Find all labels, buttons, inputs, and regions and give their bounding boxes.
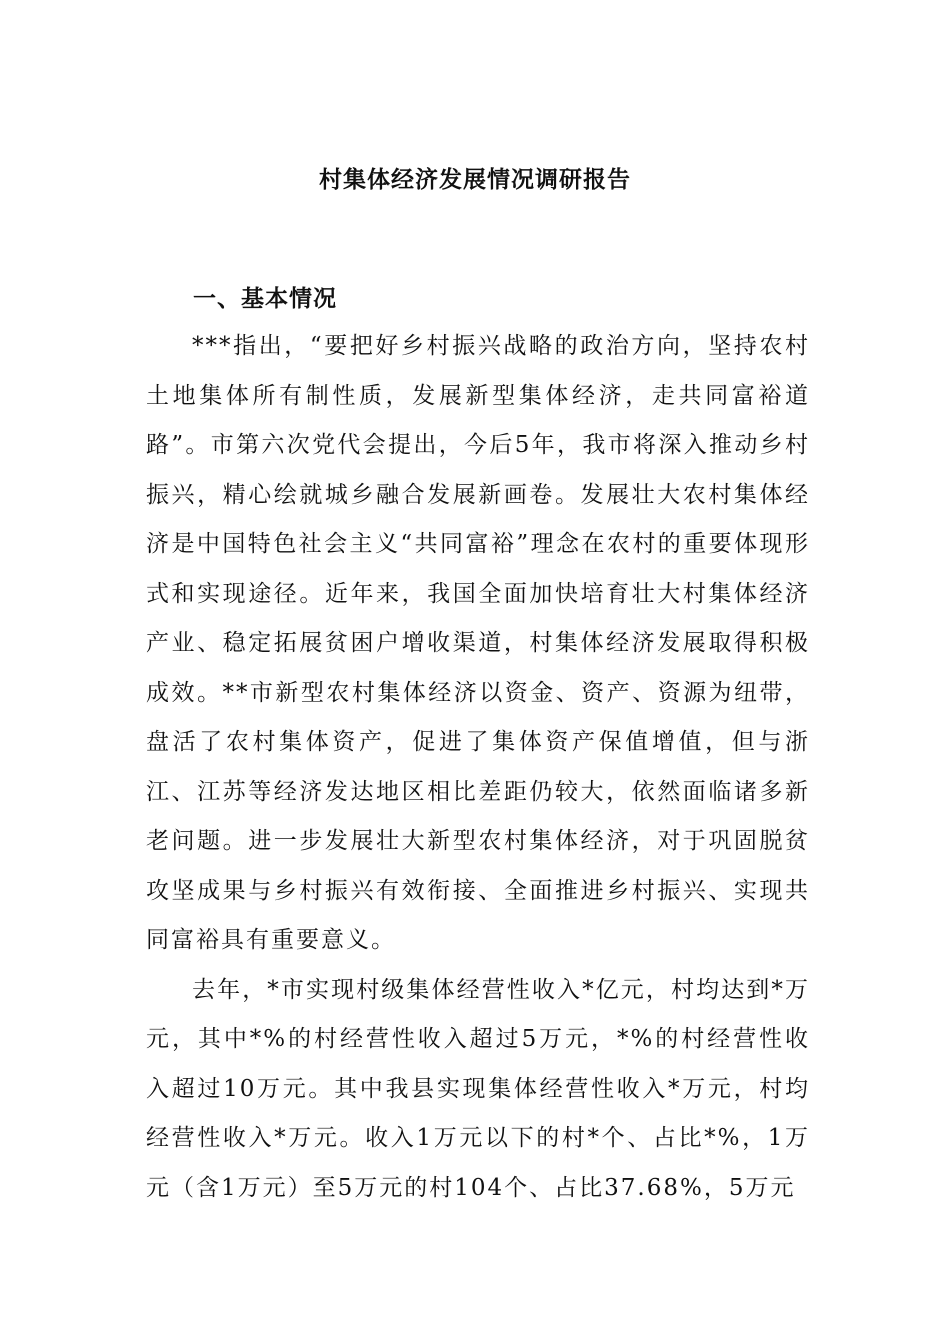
document-title: 村集体经济发展情况调研报告 xyxy=(319,166,631,193)
document-body xyxy=(146,322,810,1213)
section-heading-basic-situation: 一、基本情况 xyxy=(193,285,337,312)
paragraph-2: 去年，*市实现村级集体经营性收入*亿元，村均达到*万元，其中*%的村经营性收入超过5万元，*%的村经营性收入超过10万元。其中我县实现集体经营性收入*万元，村均经营性收入*万元。收入1万元以下的村*个、占比*%，1万元（含1万元）至5万元的村104个、占比37.68%，5万元 xyxy=(146,976,810,1201)
paragraph-1: ***指出，“要把好乡村振兴战略的政治方向，坚持农村土地集体所有制性质，发展新型集体经济，走共同富裕道路”。市第六次党代会提出，今后5年，我市将深入推动乡村振兴，精心绘就城乡融合发展新画卷。发展壮大农村集体经济是中国特色社会主义“共同富裕”理念在农村的重要体现形式和实现途径。近年来，我国全面加快培育壮大村集体经济产业、稳定拓展贫困户增收渠道，村集体经济发展取得积极成效。**市新型农村集体经济以资金、资产、资源为纽带，盘活了农村集体资产，促进了集体资产保值增值，但与浙江、江苏等经济发达地区相比差距仍较大，依然面临诸多新老问题。进一步发展壮大新型农村集体经济，对于巩固脱贫攻坚成果与乡村振兴有效衔接、全面推进乡村振兴、实现共同富裕具有重要意义。 xyxy=(146,333,810,953)
